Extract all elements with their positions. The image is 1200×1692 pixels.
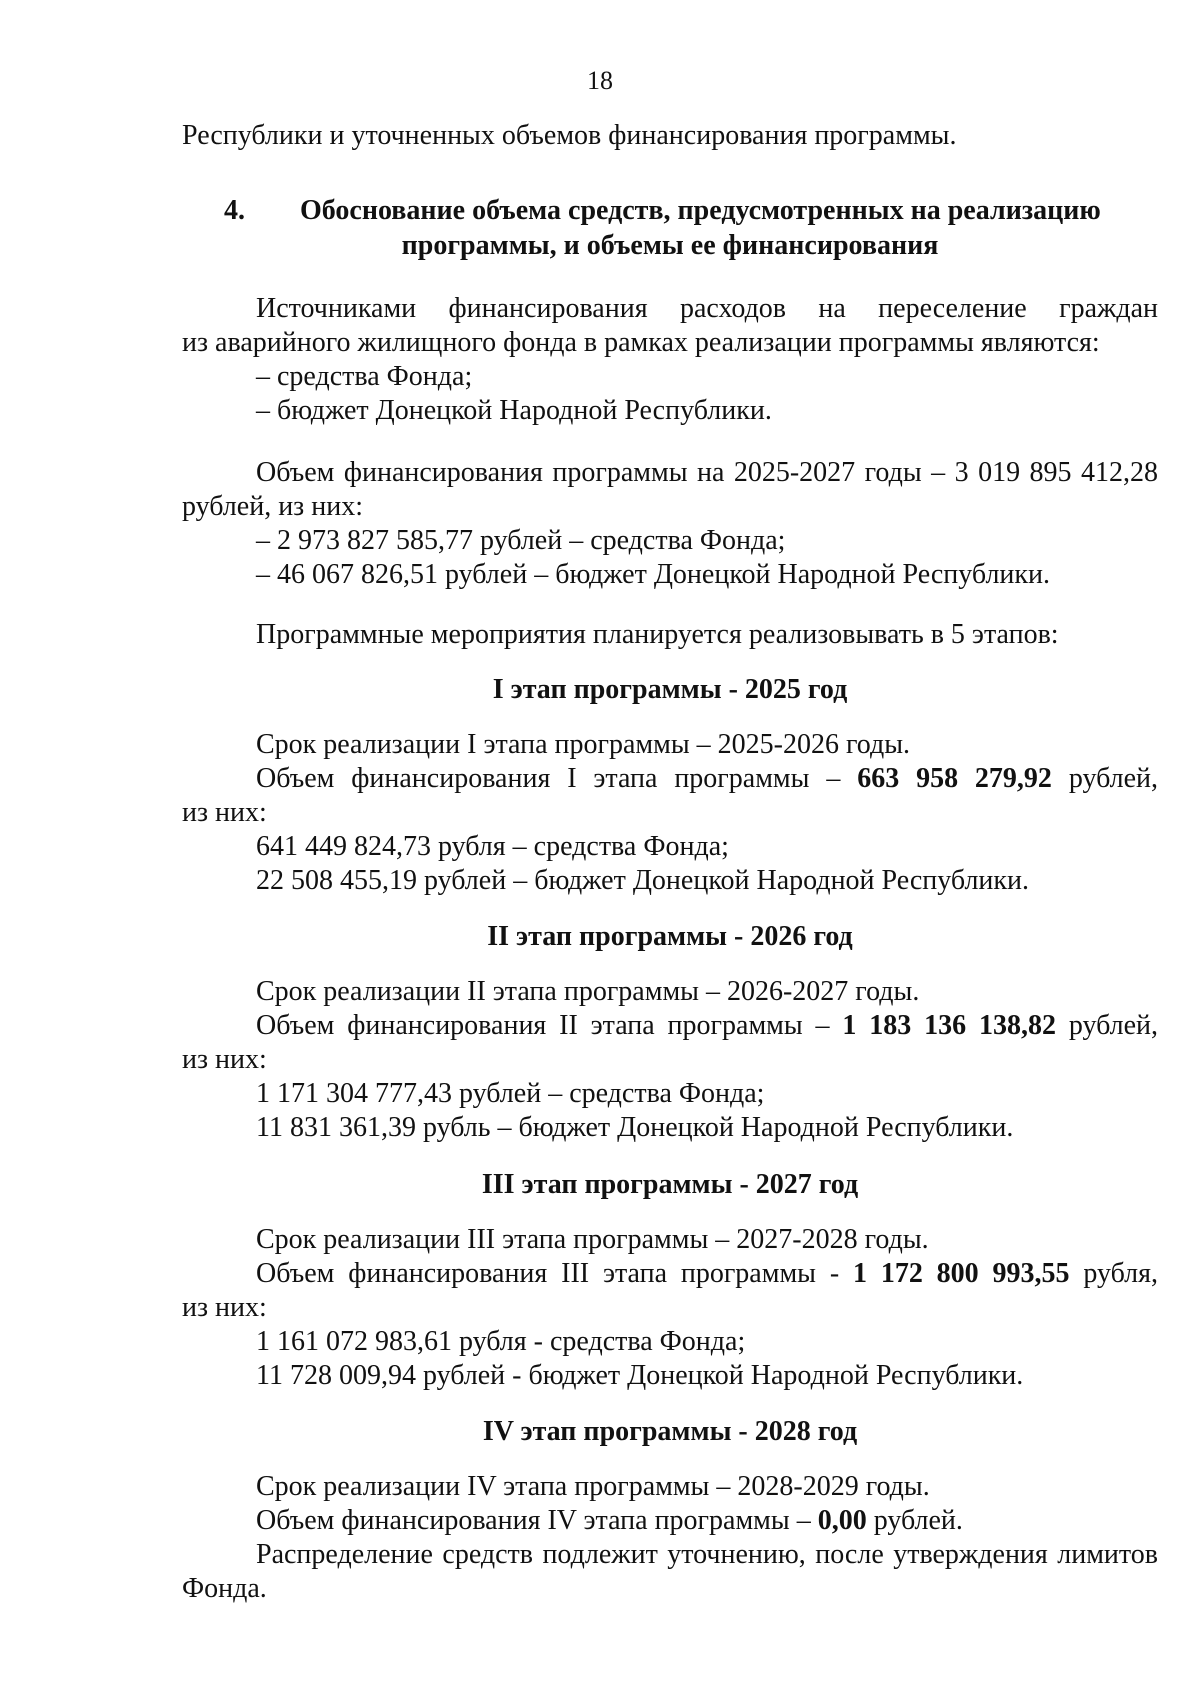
- total-item-budget: – 46 067 826,51 рублей – бюджет Донецкой Народной Республики.: [256, 559, 1051, 590]
- stage1-volume-suffix: рублей,: [1068, 763, 1159, 794]
- stage2-volume-prefix: Объем финансирования II этапа программы –: [256, 1010, 830, 1041]
- stage4-volume-prefix: Объем финансирования IV этапа программы –: [256, 1505, 811, 1536]
- stage2-volume-amount: 1 183 136 138,82: [842, 1010, 1056, 1041]
- stage2-fund: 1 171 304 777,43 рублей – средства Фонда;: [256, 1078, 765, 1109]
- stage1-volume-cont: из них:: [182, 797, 267, 828]
- stage4-term: Срок реализации IV этапа программы – 2028-2029 годы.: [256, 1471, 930, 1502]
- stage3-volume: [256, 1257, 1158, 1291]
- stage1-budget: 22 508 455,19 рублей – бюджет Донецкой Народной Республики.: [256, 865, 1030, 896]
- total-line1: Объем финансирования программы на 2025-2027 годы – 3 019 895 412,28: [256, 457, 1158, 488]
- stage3-volume-prefix: Объем финансирования III этапа программы -: [256, 1258, 840, 1289]
- stage4-heading: IV этап программы - 2028 год: [482, 1416, 858, 1447]
- sources-line1: Источниками финансирования расходов на переселение граждан: [256, 293, 1158, 324]
- stage1-volume-amount: 663 958 279,92: [857, 763, 1052, 794]
- stage1-term: Срок реализации I этапа программы – 2025-2026 годы.: [256, 729, 911, 760]
- sources-line2: из аварийного жилищного фонда в рамках реализации программы являются:: [182, 327, 1100, 358]
- stage1-heading: I этап программы - 2025 год: [492, 674, 848, 705]
- stages-intro: Программные мероприятия планируется реализовывать в 5 этапов:: [256, 619, 1059, 650]
- stage3-budget: 11 728 009,94 рублей - бюджет Донецкой Народной Республики.: [256, 1360, 1024, 1391]
- stage3-heading: III этап программы - 2027 год: [481, 1169, 859, 1200]
- total-item-fund: – 2 973 827 585,77 рублей – средства Фонда;: [256, 525, 786, 556]
- total-line2: рублей, из них:: [182, 491, 363, 522]
- stage1-volume-prefix: Объем финансирования I этапа программы –: [256, 763, 841, 794]
- stage3-term: Срок реализации III этапа программы – 2027-2028 годы.: [256, 1224, 929, 1255]
- stage1-volume: [256, 762, 1158, 796]
- sources-item-fund: – средства Фонда;: [256, 361, 473, 392]
- stage2-term: Срок реализации II этапа программы – 2026-2027 годы.: [256, 976, 920, 1007]
- section-number: 4.: [224, 195, 245, 226]
- stage3-fund: 1 161 072 983,61 рубля - средства Фонда;: [256, 1326, 746, 1357]
- stage4-note-line1: Распределение средств подлежит уточнению, после утверждения лимитов: [256, 1539, 1158, 1570]
- stage2-volume-suffix: рублей,: [1068, 1010, 1159, 1041]
- continuation-line: Республики и уточненных объемов финансирования программы.: [182, 120, 957, 151]
- stage3-volume-suffix: рубля,: [1083, 1258, 1159, 1289]
- section-title-line1: Обоснование объема средств, предусмотренных на реализацию: [300, 195, 1101, 226]
- stage2-heading: II этап программы - 2026 год: [487, 921, 853, 952]
- stage4-note-line2: Фонда.: [182, 1573, 267, 1604]
- stage1-fund: 641 449 824,73 рубля – средства Фонда;: [256, 831, 729, 862]
- stage3-volume-amount: 1 172 800 993,55: [853, 1258, 1070, 1289]
- page-number: 18: [587, 66, 613, 95]
- sources-item-budget: – бюджет Донецкой Народной Республики.: [256, 395, 772, 426]
- stage2-volume-cont: из них:: [182, 1044, 267, 1075]
- stage2-budget: 11 831 361,39 рубль – бюджет Донецкой Народной Республики.: [256, 1112, 1014, 1143]
- stage3-volume-cont: из них:: [182, 1292, 267, 1323]
- stage4-volume: [256, 1504, 963, 1538]
- stage2-volume: [256, 1009, 1158, 1043]
- stage4-volume-suffix: рублей.: [873, 1505, 963, 1536]
- stage4-volume-amount: 0,00: [817, 1505, 867, 1536]
- section-title-line2: программы, и объемы ее финансирования: [401, 230, 939, 261]
